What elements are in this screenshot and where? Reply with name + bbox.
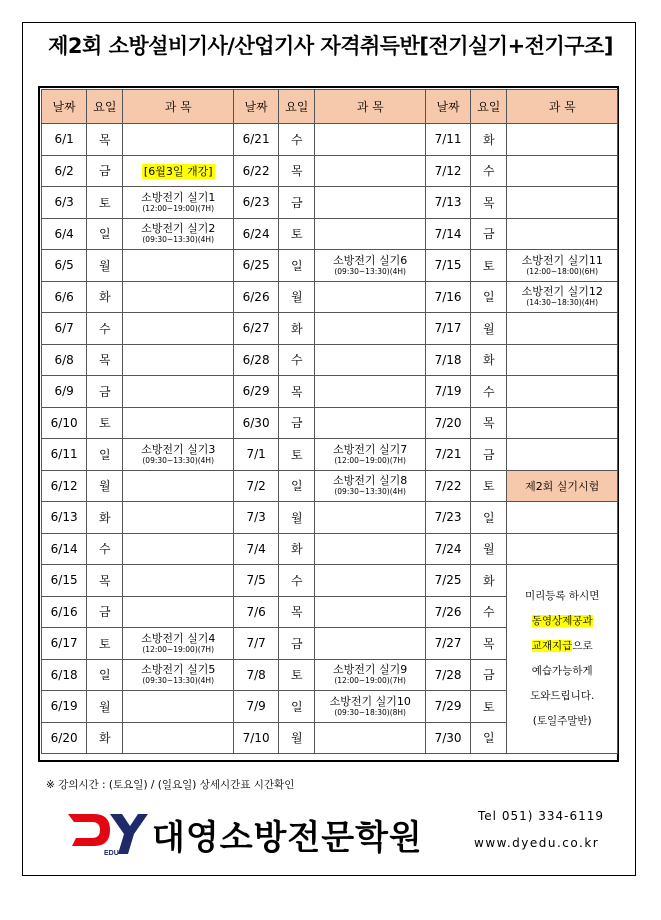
date-cell: 7/10: [233, 722, 278, 754]
header-day: 요일: [471, 90, 507, 124]
date-cell: 6/26: [233, 281, 278, 313]
subject-cell: 제2회 실기시험: [507, 470, 618, 502]
date-cell: 6/17: [42, 628, 87, 660]
day-cell: 월: [279, 281, 315, 313]
date-cell: 7/25: [425, 565, 470, 597]
schedule-table: [41, 89, 618, 754]
subject-name: 소방전기 실기5: [141, 663, 216, 677]
subject-cell: [507, 407, 618, 439]
day-cell: 목: [87, 344, 123, 376]
registration-info: [507, 565, 618, 754]
subject-name: 소방전기 실기10: [329, 694, 411, 708]
subject-cell: [123, 439, 234, 471]
day-cell: 금: [87, 376, 123, 408]
subject-cell: [315, 187, 426, 219]
day-cell: 일: [471, 722, 507, 754]
subject-time: (09:30~13:30)(4H): [142, 235, 215, 245]
subject-cell: [123, 565, 234, 597]
date-cell: 6/2: [42, 155, 87, 187]
table-row: [42, 250, 618, 282]
subject-name: 소방전기 실기3: [141, 442, 216, 456]
subject-cell: [123, 533, 234, 565]
day-cell: 금: [279, 628, 315, 660]
date-cell: 6/24: [233, 218, 278, 250]
date-cell: 6/12: [42, 470, 87, 502]
day-cell: 화: [471, 124, 507, 156]
subject-name: 소방전기 실기9: [333, 663, 408, 677]
day-cell: 수: [471, 155, 507, 187]
subject-cell: [507, 439, 618, 471]
info-line: 으로: [572, 640, 593, 652]
subject-cell: [315, 596, 426, 628]
day-cell: 수: [87, 313, 123, 345]
date-cell: 6/20: [42, 722, 87, 754]
phone-number: Tel 051) 334-6119: [478, 809, 604, 823]
header-subject: 과 목: [507, 90, 618, 124]
table-row: [42, 155, 618, 187]
day-cell: 화: [471, 565, 507, 597]
day-cell: 토: [279, 439, 315, 471]
subject-name: 소방전기 실기11: [521, 253, 603, 267]
date-cell: 7/2: [233, 470, 278, 502]
subject-cell: [315, 439, 426, 471]
date-cell: 7/28: [425, 659, 470, 691]
day-cell: 목: [471, 628, 507, 660]
date-cell: 6/15: [42, 565, 87, 597]
subject-cell: [507, 250, 618, 282]
subject-cell: [315, 344, 426, 376]
date-cell: 7/13: [425, 187, 470, 219]
date-cell: 6/25: [233, 250, 278, 282]
subject-cell: [315, 691, 426, 723]
logo-mark-sub: EDU: [104, 850, 119, 856]
day-cell: 토: [471, 250, 507, 282]
subject-cell: [315, 533, 426, 565]
table-row: [42, 313, 618, 345]
day-cell: 토: [279, 218, 315, 250]
info-highlight: 동영상제공과: [531, 615, 593, 627]
subject-cell: [123, 659, 234, 691]
day-cell: 수: [279, 344, 315, 376]
subject-cell: [123, 628, 234, 660]
subject-time: (12:00~19:00)(7H): [142, 203, 215, 213]
day-cell: 일: [279, 470, 315, 502]
subject-cell: [507, 281, 618, 313]
day-cell: 목: [471, 187, 507, 219]
date-cell: 7/29: [425, 691, 470, 723]
header-date: 날짜: [425, 90, 470, 124]
subject-cell: [315, 470, 426, 502]
table-row: [42, 218, 618, 250]
subject-time: (09:30~18:30)(8H): [334, 707, 406, 717]
day-cell: 토: [87, 187, 123, 219]
table-row: [42, 565, 618, 597]
subject-time: (12:00~19:00)(7H): [142, 644, 215, 654]
subject-time: (12:00~18:00)(6H): [526, 266, 599, 276]
day-cell: 화: [279, 533, 315, 565]
subject-cell: [123, 344, 234, 376]
subject-cell: [315, 722, 426, 754]
subject-cell: [123, 407, 234, 439]
header-row: [42, 90, 618, 124]
day-cell: 목: [279, 155, 315, 187]
date-cell: 6/30: [233, 407, 278, 439]
subject-cell: [123, 502, 234, 534]
info-line: 도와드립니다.: [530, 690, 595, 702]
subject-cell: [315, 281, 426, 313]
day-cell: 월: [87, 691, 123, 723]
date-cell: 7/1: [233, 439, 278, 471]
date-cell: 6/4: [42, 218, 87, 250]
header-date: 날짜: [42, 90, 87, 124]
date-cell: 6/6: [42, 281, 87, 313]
table-row: [42, 281, 618, 313]
subject-cell: [315, 250, 426, 282]
website: www.dyedu.co.kr: [474, 836, 600, 850]
day-cell: 금: [471, 218, 507, 250]
day-cell: 화: [471, 344, 507, 376]
subject-cell: [123, 281, 234, 313]
day-cell: 일: [87, 218, 123, 250]
day-cell: 월: [87, 470, 123, 502]
subject-cell: [315, 407, 426, 439]
schedule-body: [42, 124, 618, 754]
subject-cell: [123, 691, 234, 723]
date-cell: 7/14: [425, 218, 470, 250]
day-cell: 목: [279, 596, 315, 628]
logo-mark-icon: [64, 806, 148, 856]
subject-cell: [507, 218, 618, 250]
subject-time: (12:00~19:00)(7H): [334, 676, 406, 686]
date-cell: 7/24: [425, 533, 470, 565]
header-subject: 과 목: [315, 90, 426, 124]
date-cell: 6/19: [42, 691, 87, 723]
subject-name: 소방전기 실기2: [141, 222, 216, 236]
day-cell: 월: [87, 250, 123, 282]
academy-name: 대영소방전문학원: [152, 818, 423, 858]
date-cell: 7/23: [425, 502, 470, 534]
subject-cell: [123, 722, 234, 754]
info-line: 예습가능하게: [531, 665, 593, 677]
header-date: 날짜: [233, 90, 278, 124]
date-cell: 6/18: [42, 659, 87, 691]
subject-name: 소방전기 실기7: [333, 442, 408, 456]
date-cell: 7/30: [425, 722, 470, 754]
subject-cell: [507, 124, 618, 156]
subject-time: (12:00~19:00)(7H): [334, 455, 406, 465]
subject-cell: [507, 344, 618, 376]
day-cell: 화: [87, 722, 123, 754]
opening-badge: [6월3일 개강]: [143, 164, 213, 178]
day-cell: 월: [471, 313, 507, 345]
subject-cell: [315, 565, 426, 597]
subject-cell: [123, 250, 234, 282]
day-cell: 목: [87, 124, 123, 156]
date-cell: 7/16: [425, 281, 470, 313]
date-cell: 7/11: [425, 124, 470, 156]
day-cell: 토: [279, 659, 315, 691]
subject-time: (09:30~13:30)(4H): [334, 487, 406, 497]
date-cell: 6/23: [233, 187, 278, 219]
day-cell: 목: [279, 376, 315, 408]
day-cell: 일: [87, 439, 123, 471]
date-cell: 6/11: [42, 439, 87, 471]
date-cell: 6/5: [42, 250, 87, 282]
subject-cell: [507, 155, 618, 187]
subject-cell: [315, 628, 426, 660]
date-cell: 7/18: [425, 344, 470, 376]
subject-cell: [123, 218, 234, 250]
date-cell: 7/4: [233, 533, 278, 565]
day-cell: 토: [471, 470, 507, 502]
day-cell: 월: [279, 502, 315, 534]
date-cell: 6/14: [42, 533, 87, 565]
table-row: [42, 502, 618, 534]
day-cell: 일: [279, 691, 315, 723]
info-line: 미리등록 하시면: [525, 590, 600, 602]
day-cell: 수: [471, 596, 507, 628]
date-cell: 6/1: [42, 124, 87, 156]
day-cell: 월: [279, 722, 315, 754]
subject-cell: [507, 502, 618, 534]
subject-name: 소방전기 실기4: [141, 631, 216, 645]
day-cell: 토: [87, 407, 123, 439]
subject-cell: [123, 124, 234, 156]
date-cell: 7/9: [233, 691, 278, 723]
date-cell: 6/10: [42, 407, 87, 439]
date-cell: 6/29: [233, 376, 278, 408]
day-cell: 수: [279, 124, 315, 156]
day-cell: 일: [471, 281, 507, 313]
date-cell: 7/12: [425, 155, 470, 187]
day-cell: 금: [471, 659, 507, 691]
date-cell: 7/22: [425, 470, 470, 502]
subject-cell: [123, 187, 234, 219]
date-cell: 6/21: [233, 124, 278, 156]
date-cell: 7/5: [233, 565, 278, 597]
date-cell: 7/19: [425, 376, 470, 408]
day-cell: 토: [87, 628, 123, 660]
table-row: [42, 470, 618, 502]
date-cell: 7/15: [425, 250, 470, 282]
date-cell: 7/6: [233, 596, 278, 628]
date-cell: 6/13: [42, 502, 87, 534]
subject-name: 소방전기 실기6: [333, 253, 408, 267]
day-cell: 화: [87, 502, 123, 534]
subject-cell: [123, 155, 234, 187]
subject-time: (09:30~13:30)(4H): [142, 676, 215, 686]
day-cell: 금: [87, 155, 123, 187]
table-row: [42, 124, 618, 156]
date-cell: 7/27: [425, 628, 470, 660]
subject-cell: [315, 376, 426, 408]
table-row: [42, 407, 618, 439]
date-cell: 6/8: [42, 344, 87, 376]
subject-cell: [315, 659, 426, 691]
header-day: 요일: [279, 90, 315, 124]
day-cell: 화: [279, 313, 315, 345]
subject-cell: [507, 376, 618, 408]
day-cell: 금: [87, 596, 123, 628]
subject-cell: [507, 533, 618, 565]
page-title: 제2회 소방설비기사/산업기사 자격취득반[전기실기+전기구조]: [48, 34, 613, 58]
day-cell: 수: [87, 533, 123, 565]
info-line: (토일주말반): [532, 715, 592, 727]
schedule-table-wrap: [38, 86, 619, 762]
date-cell: 6/9: [42, 376, 87, 408]
subject-cell: [123, 376, 234, 408]
subject-cell: [315, 124, 426, 156]
date-cell: 7/17: [425, 313, 470, 345]
subject-cell: [315, 218, 426, 250]
date-cell: 7/3: [233, 502, 278, 534]
subject-name: 소방전기 실기1: [141, 190, 216, 204]
table-row: [42, 533, 618, 565]
subject-cell: [315, 502, 426, 534]
subject-cell: [507, 187, 618, 219]
day-cell: 일: [471, 502, 507, 534]
subject-cell: [123, 596, 234, 628]
subject-time: (09:30~13:30)(4H): [142, 455, 215, 465]
date-cell: 7/8: [233, 659, 278, 691]
date-cell: 7/7: [233, 628, 278, 660]
day-cell: 목: [87, 565, 123, 597]
day-cell: 금: [471, 439, 507, 471]
date-cell: 7/21: [425, 439, 470, 471]
table-row: [42, 439, 618, 471]
day-cell: 금: [279, 187, 315, 219]
day-cell: 수: [471, 376, 507, 408]
day-cell: 수: [279, 565, 315, 597]
subject-cell: [507, 313, 618, 345]
date-cell: 6/16: [42, 596, 87, 628]
date-cell: 6/27: [233, 313, 278, 345]
day-cell: 화: [87, 281, 123, 313]
day-cell: 토: [471, 691, 507, 723]
subject-cell: [315, 155, 426, 187]
date-cell: 6/3: [42, 187, 87, 219]
date-cell: 6/7: [42, 313, 87, 345]
day-cell: 금: [279, 407, 315, 439]
subject-time: (09:30~13:30)(4H): [334, 266, 406, 276]
subject-time: (14:30~18:30)(4H): [526, 298, 599, 308]
date-cell: 6/28: [233, 344, 278, 376]
table-row: [42, 187, 618, 219]
subject-cell: [123, 313, 234, 345]
date-cell: 7/20: [425, 407, 470, 439]
subject-cell: [315, 313, 426, 345]
info-highlight: 교재지급: [531, 640, 573, 652]
date-cell: 7/26: [425, 596, 470, 628]
table-row: [42, 376, 618, 408]
table-row: [42, 344, 618, 376]
day-cell: 일: [279, 250, 315, 282]
day-cell: 목: [471, 407, 507, 439]
subject-name: 소방전기 실기8: [333, 474, 408, 488]
subject-name: 소방전기 실기12: [521, 285, 603, 299]
subject-cell: [123, 470, 234, 502]
date-cell: 6/22: [233, 155, 278, 187]
day-cell: 일: [87, 659, 123, 691]
header-day: 요일: [87, 90, 123, 124]
lecture-time-note: ※ 강의시간 : (토요일) / (일요일) 상세시간표 시간확인: [46, 779, 295, 791]
header-subject: 과 목: [123, 90, 234, 124]
day-cell: 월: [471, 533, 507, 565]
